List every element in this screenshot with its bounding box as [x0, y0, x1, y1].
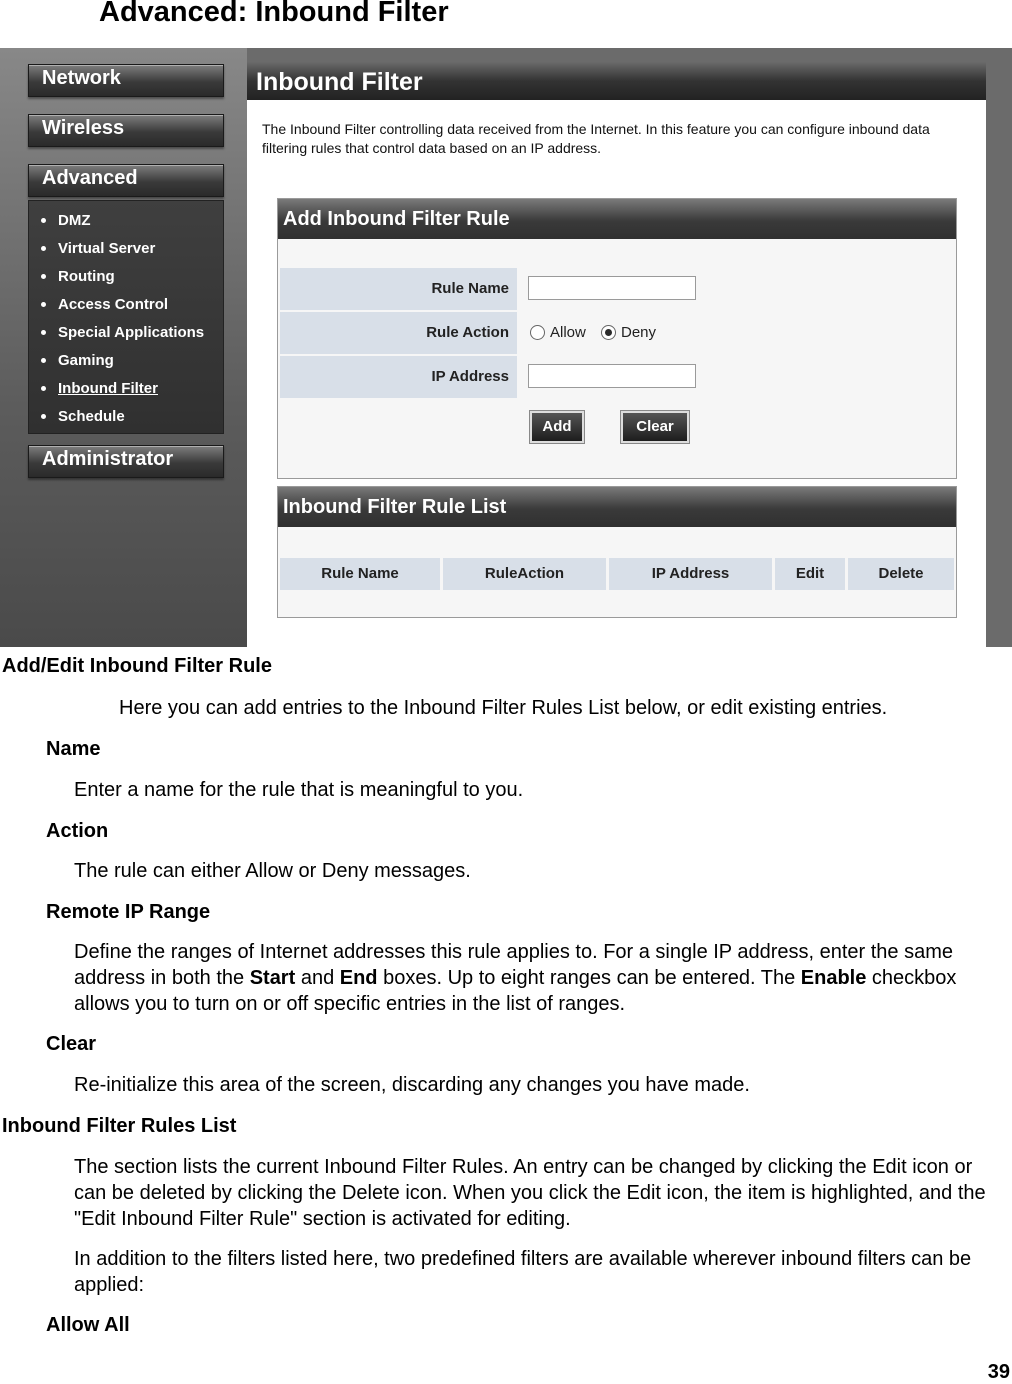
column-delete: Delete — [848, 558, 954, 590]
left-navigation — [0, 48, 247, 647]
add-edit-heading: Add/Edit Inbound Filter Rule — [2, 655, 272, 677]
bullet-icon — [41, 218, 46, 223]
clear-heading: Clear — [46, 1033, 97, 1055]
submenu-item-gaming[interactable] — [41, 346, 223, 374]
bullet-icon — [41, 330, 46, 335]
submenu-item-inbound-filter[interactable] — [41, 374, 223, 402]
remote-desc-part: boxes. Up to eight ranges can be entered. The — [377, 967, 801, 989]
allow-label: Allow — [550, 324, 586, 341]
submenu-item-label: Inbound Filter — [58, 379, 158, 397]
page-title: Advanced: Inbound Filter — [99, 0, 449, 28]
predefined-filters-description: In addition to the filters listed here, two predefined filters are available wherever inbound filters can be applied: — [74, 1248, 972, 1296]
rule-name-input[interactable] — [528, 276, 696, 300]
add-edit-description: Here you can add entries to the Inbound Filter Rules List below, or edit existing entries. — [119, 697, 888, 719]
submenu-item-label: Routing — [58, 267, 115, 285]
rules-list-description: The section lists the current Inbound Filter Rules. An entry can be changed by clicking the Edit icon or can be deleted by clicking the Delete icon. When you click the Edit icon, the item is highlighted, and the "Edit Inbound Filter Rule" section is activated for editing. — [74, 1156, 986, 1230]
advanced-submenu — [28, 200, 224, 434]
clear-button[interactable]: Clear — [621, 411, 689, 443]
submenu-item-label: DMZ — [58, 211, 91, 229]
start-term: Start — [249, 967, 296, 989]
bullet-icon — [41, 358, 46, 363]
allow-all-heading: Allow All — [46, 1314, 130, 1336]
submenu-item-label: Virtual Server — [58, 239, 156, 257]
page-number: 39 — [987, 1361, 1010, 1383]
deny-radio[interactable] — [601, 324, 656, 341]
bullet-icon — [41, 246, 46, 251]
rule-list-title: Inbound Filter Rule List — [278, 487, 956, 527]
remote-desc-part: and — [295, 967, 340, 989]
submenu-item-dmz[interactable] — [41, 206, 223, 234]
column-rule-name: Rule Name — [280, 558, 440, 590]
router-screenshot — [0, 48, 1012, 647]
rule-list-header — [280, 558, 954, 590]
end-term: End — [339, 967, 378, 989]
submenu-item-virtual-server[interactable] — [41, 234, 223, 262]
bullet-icon — [41, 414, 46, 419]
clear-description: Re-initialize this area of the screen, discarding any changes you have made. — [74, 1074, 750, 1096]
column-edit: Edit — [775, 558, 845, 590]
nav-administrator-button[interactable]: Administrator — [28, 445, 224, 478]
deny-label: Deny — [621, 324, 657, 341]
content-panel — [247, 62, 986, 647]
rule-list-section — [277, 486, 957, 618]
allow-radio[interactable] — [530, 324, 586, 341]
rule-name-row — [280, 268, 954, 310]
submenu-item-routing[interactable] — [41, 262, 223, 290]
action-description: The rule can either Allow or Deny messages. — [74, 860, 471, 882]
submenu-item-special-applications[interactable] — [41, 318, 223, 346]
ip-address-row — [280, 356, 954, 398]
submenu-item-access-control[interactable] — [41, 290, 223, 318]
submenu-item-label: Special Applications — [58, 323, 205, 341]
rule-name-label: Rule Name — [280, 268, 517, 310]
submenu-item-label: Schedule — [58, 407, 125, 425]
nav-network-button[interactable]: Network — [28, 64, 224, 97]
enable-term: Enable — [800, 967, 867, 989]
remote-ip-range-description — [74, 939, 1004, 1017]
bullet-icon — [41, 302, 46, 307]
bullet-icon — [41, 274, 46, 279]
submenu-item-schedule[interactable] — [41, 402, 223, 430]
add-rule-title: Add Inbound Filter Rule — [278, 199, 956, 239]
submenu-item-label: Access Control — [58, 295, 169, 313]
name-heading: Name — [46, 738, 101, 760]
submenu-item-label: Gaming — [58, 351, 114, 369]
add-rule-section — [277, 198, 957, 479]
name-description: Enter a name for the rule that is meaningful to you. — [74, 779, 524, 801]
rule-action-label: Rule Action — [280, 312, 517, 354]
remote-desc-part: checkbox allows you to turn on or off specific entries in the list of ranges. — [74, 967, 957, 1015]
add-button[interactable]: Add — [530, 411, 584, 443]
panel-title: Inbound Filter — [247, 62, 986, 100]
radio-unchecked-icon — [530, 325, 545, 340]
remote-desc-part: Define the ranges of Internet addresses this rule applies to. For a single IP address, enter the same address in both the — [74, 941, 954, 989]
nav-advanced-button[interactable]: Advanced — [28, 164, 224, 197]
column-rule-action: RuleAction — [443, 558, 606, 590]
bullet-icon — [41, 386, 46, 391]
action-heading: Action — [46, 820, 109, 842]
panel-intro: The Inbound Filter controlling data received from the Internet. In this feature you can configure inbound data filtering rules that control data based on an IP address. — [262, 121, 930, 156]
radio-checked-icon — [601, 325, 616, 340]
ip-address-input[interactable] — [528, 364, 696, 388]
column-ip-address: IP Address — [609, 558, 772, 590]
rules-list-heading: Inbound Filter Rules List — [2, 1115, 237, 1137]
ip-address-label: IP Address — [280, 356, 517, 398]
nav-wireless-button[interactable]: Wireless — [28, 114, 224, 147]
rule-action-row — [280, 312, 954, 354]
remote-ip-range-heading: Remote IP Range — [46, 901, 211, 923]
